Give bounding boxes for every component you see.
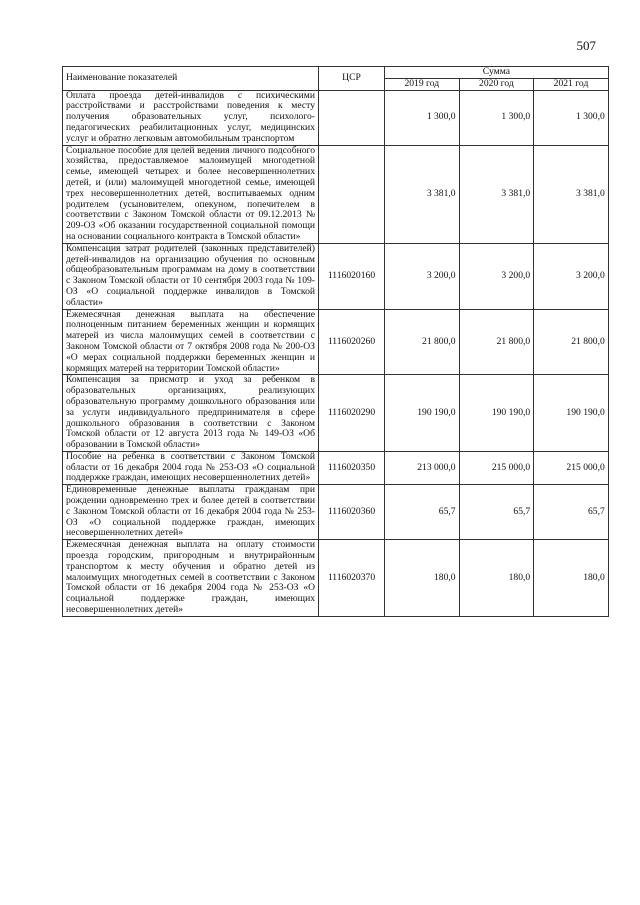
- row-name: Пособие на ребенка в соответствии с Законом Томской области от 16 декабря 2004 года № 253-ОЗ «О социальной поддержке граждан, имеющих несовершеннолетних детей»: [63, 451, 319, 484]
- table-row: [63, 90, 609, 145]
- page-number: 507: [576, 38, 596, 53]
- row-value-2019: 1 300,0: [385, 90, 460, 145]
- row-name: Социальное пособие для целей ведения личного подсобного хозяйства, предоставляемое малоимущей многодетной семье, имеющей четырех и более несовершеннолетних детей, и (или) малоимущей многодетной семье, имеющей трех несовершеннолетних детей, воспитываемых одним родителем (усыновителем, опекуном, попечителем в соответствии с Законом Томской области от 09.12.2013 № 209-ОЗ «Об оказании государственной социальной помощи на основании социального контракта в Томской области»: [63, 145, 319, 243]
- row-value-2019: 180,0: [385, 540, 460, 617]
- row-value-2021: 1 300,0: [534, 90, 609, 145]
- row-name: Единовременные денежные выплаты гражданам при рождении одновременно трех и более детей в соответствии с Законом Томской области от 16 декабря 2004 года № 253-ОЗ «О социальной поддержке граждан, имеющих несовершеннолетних детей»: [63, 485, 319, 540]
- table-row: [63, 145, 609, 243]
- row-name: Компенсация за присмотр и уход за ребенком в образовательных организациях, реализующих образовательную программу дошкольного образования или за услуги индивидуального предпринимателя в сфере дошкольного образования в соответствии с Законом Томской области от 12 августа 2013 года № 149-ОЗ «Об образовании в Томской области»: [63, 375, 319, 452]
- header-year-2021: 2021 год: [534, 78, 609, 90]
- header-year-2019: 2019 год: [385, 78, 460, 90]
- row-value-2019: 190 190,0: [385, 375, 460, 452]
- row-value-2021: 3 381,0: [534, 145, 609, 243]
- row-value-2021: 65,7: [534, 485, 609, 540]
- table-row: [63, 243, 609, 309]
- row-value-2020: 215 000,0: [459, 451, 534, 484]
- row-csr: [319, 90, 385, 145]
- table-row: [63, 540, 609, 617]
- row-value-2020: 180,0: [459, 540, 534, 617]
- row-value-2021: 21 800,0: [534, 309, 609, 375]
- header-row: [63, 67, 609, 79]
- row-value-2021: 180,0: [534, 540, 609, 617]
- table-row: [63, 375, 609, 452]
- row-value-2021: 215 000,0: [534, 451, 609, 484]
- row-value-2020: 3 381,0: [459, 145, 534, 243]
- table-row: [63, 485, 609, 540]
- row-value-2020: 3 200,0: [459, 243, 534, 309]
- row-value-2019: 3 381,0: [385, 145, 460, 243]
- row-name: Ежемесячная денежная выплата на оплату стоимости проезда городским, пригородным и внутрирайонным транспортом к месту обучения и обратно детей из малоимущих многодетных семей в соответствии с Законом Томской области от 16 декабря 2004 года № 253-ОЗ «О социальной поддержке граждан, имеющих несовершеннолетних детей»: [63, 540, 319, 617]
- row-name: Компенсация затрат родителей (законных представителей) детей-инвалидов на организацию обучения по основным общеобразовательным программам на дому в соответствии с Законом Томской области от 10 сентября 2003 года № 109-ОЗ «О социальной поддержке инвалидов в Томской области»: [63, 243, 319, 309]
- row-csr: 1116020360: [319, 485, 385, 540]
- header-csr: ЦСР: [319, 67, 385, 91]
- header-year-2020: 2020 год: [459, 78, 534, 90]
- row-value-2019: 21 800,0: [385, 309, 460, 375]
- row-csr: 1116020290: [319, 375, 385, 452]
- header-sum: Сумма: [385, 67, 609, 79]
- header-name: Наименование показателей: [63, 67, 319, 91]
- table-row: [63, 451, 609, 484]
- row-value-2020: 21 800,0: [459, 309, 534, 375]
- row-value-2019: 3 200,0: [385, 243, 460, 309]
- row-value-2019: 213 000,0: [385, 451, 460, 484]
- row-csr: 1116020260: [319, 309, 385, 375]
- row-csr: 1116020370: [319, 540, 385, 617]
- row-csr: [319, 145, 385, 243]
- row-name: Ежемесячная денежная выплата на обеспечение полноценным питанием беременных женщин и кормящих матерей из числа малоимущих семей в соответствии с Законом Томской области от 7 октября 2008 года № 200-ОЗ «О мерах социальной поддержки беременных женщин и кормящих матерей на территории Томской области»: [63, 309, 319, 375]
- row-value-2020: 1 300,0: [459, 90, 534, 145]
- row-csr: 1116020350: [319, 451, 385, 484]
- row-value-2020: 190 190,0: [459, 375, 534, 452]
- row-value-2021: 3 200,0: [534, 243, 609, 309]
- table-row: [63, 309, 609, 375]
- budget-table: [62, 66, 609, 617]
- row-value-2019: 65,7: [385, 485, 460, 540]
- row-csr: 1116020160: [319, 243, 385, 309]
- row-name: Оплата проезда детей-инвалидов с психическими расстройствами и расстройствами поведения к месту получения образовательных услуг, психолого-педагогических реабилитационных услуг, медицинских услуг и обратно легковым автомобильным транспортом: [63, 90, 319, 145]
- row-value-2021: 190 190,0: [534, 375, 609, 452]
- row-value-2020: 65,7: [459, 485, 534, 540]
